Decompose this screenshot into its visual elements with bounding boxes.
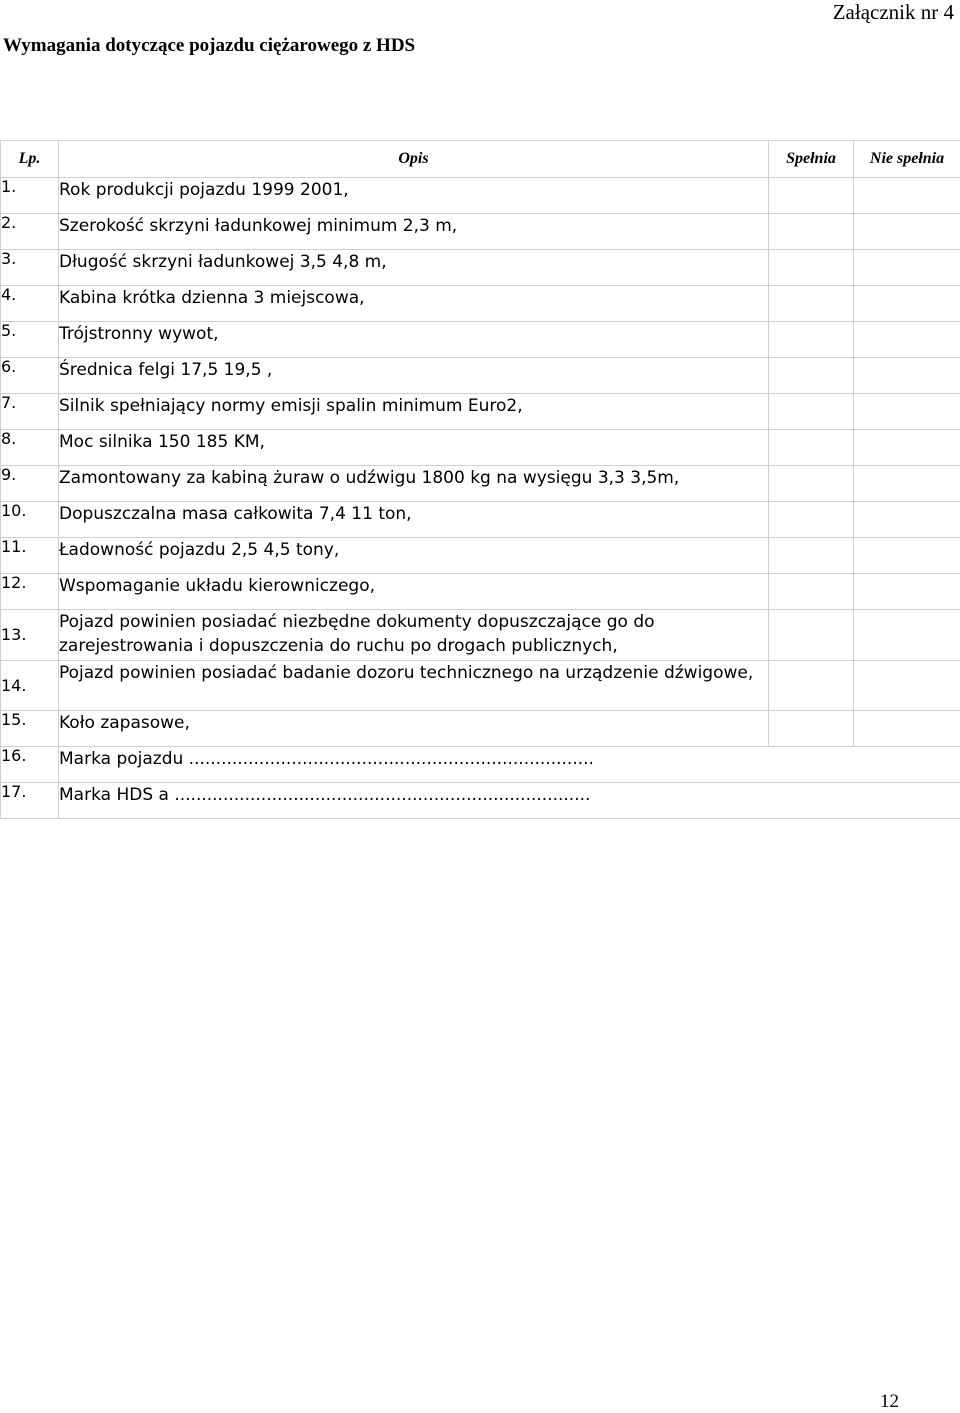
not-meets-cell[interactable] (854, 286, 960, 322)
meets-cell[interactable] (769, 502, 854, 538)
table-row (1, 178, 960, 214)
table-row (1, 747, 960, 783)
meets-cell[interactable] (769, 178, 854, 214)
row-description: Koło zapasowe, (59, 711, 769, 747)
meets-cell[interactable] (769, 358, 854, 394)
not-meets-cell[interactable] (854, 250, 960, 286)
requirements-table (0, 140, 960, 819)
table-row (1, 538, 960, 574)
row-description: Długość skrzyni ładunkowej 3,5 4,8 m, (59, 250, 769, 286)
row-number: 16. (1, 747, 59, 783)
not-meets-cell[interactable] (854, 661, 960, 711)
row-number: 15. (1, 711, 59, 747)
column-header-meets: Spełnia (769, 141, 854, 178)
table-row (1, 394, 960, 430)
row-description: Pojazd powinien posiadać niezbędne dokumenty dopuszczające go do zarejestrowania i dopuszczenia do ruchu po drogach publicznych, (59, 610, 769, 661)
not-meets-cell[interactable] (854, 466, 960, 502)
meets-cell[interactable] (769, 610, 854, 661)
annex-label: Załącznik nr 4 (832, 0, 954, 24)
row-description: Pojazd powinien posiadać badanie dozoru technicznego na urządzenie dźwigowe, (59, 661, 769, 711)
row-description: Ładowność pojazdu 2,5 4,5 tony, (59, 538, 769, 574)
row-number: 11. (1, 538, 59, 574)
row-description: Szerokość skrzyni ładunkowej minimum 2,3 m, (59, 214, 769, 250)
row-description: Moc silnika 150 185 KM, (59, 430, 769, 466)
meets-cell[interactable] (769, 250, 854, 286)
meets-cell[interactable] (769, 430, 854, 466)
meets-cell[interactable] (769, 286, 854, 322)
column-header-description: Opis (59, 141, 769, 178)
table-row (1, 214, 960, 250)
row-number: 12. (1, 574, 59, 610)
table-row (1, 711, 960, 747)
row-number: 13. (1, 610, 59, 661)
not-meets-cell[interactable] (854, 214, 960, 250)
not-meets-cell[interactable] (854, 574, 960, 610)
column-header-lp: Lp. (1, 141, 59, 178)
table-row (1, 322, 960, 358)
row-number: 1. (1, 178, 59, 214)
row-description: Marka pojazdu ........................................................................... (59, 747, 960, 783)
row-description: Silnik spełniający normy emisji spalin minimum Euro2, (59, 394, 769, 430)
not-meets-cell[interactable] (854, 538, 960, 574)
row-description: Dopuszczalna masa całkowita 7,4 11 ton, (59, 502, 769, 538)
row-number: 7. (1, 394, 59, 430)
page-number: 12 (880, 1391, 899, 1412)
not-meets-cell[interactable] (854, 394, 960, 430)
meets-cell[interactable] (769, 711, 854, 747)
row-number: 4. (1, 286, 59, 322)
row-number: 6. (1, 358, 59, 394)
meets-cell[interactable] (769, 214, 854, 250)
meets-cell[interactable] (769, 466, 854, 502)
row-description: Marka HDS a ............................................................................. (59, 783, 960, 819)
table-row (1, 430, 960, 466)
not-meets-cell[interactable] (854, 610, 960, 661)
row-description: Średnica felgi 17,5 19,5 , (59, 358, 769, 394)
row-description: Trójstronny wywot, (59, 322, 769, 358)
not-meets-cell[interactable] (854, 322, 960, 358)
document-title: Wymagania dotyczące pojazdu ciężarowego z HDS (3, 35, 416, 56)
table-row (1, 502, 960, 538)
meets-cell[interactable] (769, 574, 854, 610)
row-description: Rok produkcji pojazdu 1999 2001, (59, 178, 769, 214)
row-description: Wspomaganie układu kierowniczego, (59, 574, 769, 610)
table-header-row (1, 141, 960, 178)
table-row (1, 610, 960, 661)
table-row (1, 286, 960, 322)
table-row (1, 574, 960, 610)
row-number: 17. (1, 783, 59, 819)
meets-cell[interactable] (769, 661, 854, 711)
meets-cell[interactable] (769, 538, 854, 574)
row-number: 10. (1, 502, 59, 538)
row-number: 14. (1, 661, 59, 711)
row-number: 9. (1, 466, 59, 502)
table-row (1, 358, 960, 394)
meets-cell[interactable] (769, 322, 854, 358)
meets-cell[interactable] (769, 394, 854, 430)
table-row (1, 250, 960, 286)
not-meets-cell[interactable] (854, 502, 960, 538)
row-description: Kabina krótka dzienna 3 miejscowa, (59, 286, 769, 322)
row-number: 5. (1, 322, 59, 358)
not-meets-cell[interactable] (854, 358, 960, 394)
not-meets-cell[interactable] (854, 711, 960, 747)
table-row (1, 466, 960, 502)
row-number: 2. (1, 214, 59, 250)
column-header-not-meets: Nie spełnia (854, 141, 960, 178)
not-meets-cell[interactable] (854, 178, 960, 214)
table-row (1, 783, 960, 819)
not-meets-cell[interactable] (854, 430, 960, 466)
table-row (1, 661, 960, 711)
row-description: Zamontowany za kabiną żuraw o udźwigu 1800 kg na wysięgu 3,3 3,5m, (59, 466, 769, 502)
row-number: 3. (1, 250, 59, 286)
row-number: 8. (1, 430, 59, 466)
